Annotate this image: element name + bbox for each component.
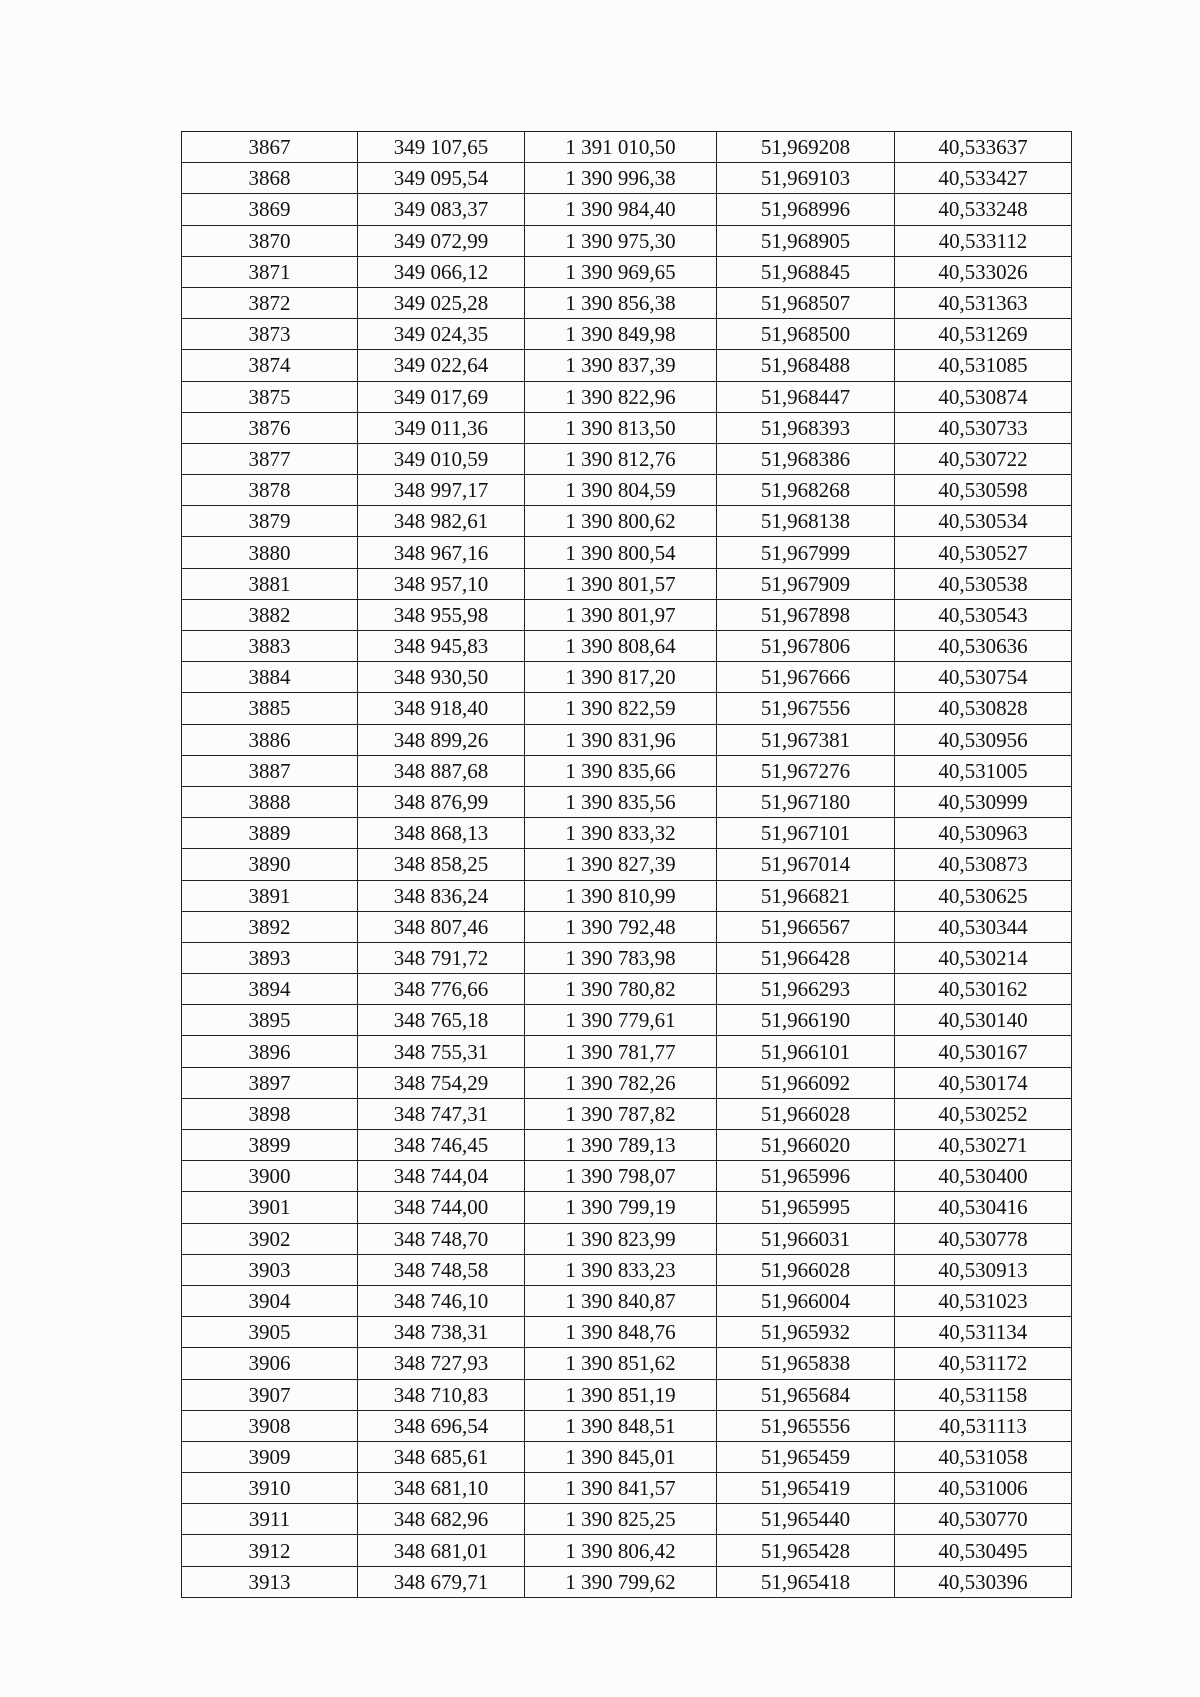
y-coordinate-cell: 1 390 808,64 xyxy=(525,631,717,662)
y-coordinate-cell: 1 390 787,82 xyxy=(525,1098,717,1129)
latitude-cell: 51,968447 xyxy=(717,381,895,412)
point-number-cell: 3906 xyxy=(182,1348,358,1379)
y-coordinate-cell: 1 390 831,96 xyxy=(525,724,717,755)
table-row xyxy=(182,1161,1072,1192)
table-row xyxy=(182,1566,1072,1597)
table-row xyxy=(182,911,1072,942)
y-coordinate-cell: 1 390 783,98 xyxy=(525,942,717,973)
latitude-cell: 51,966567 xyxy=(717,911,895,942)
x-coordinate-cell: 348 682,96 xyxy=(358,1504,525,1535)
table-row xyxy=(182,724,1072,755)
point-number-cell: 3911 xyxy=(182,1504,358,1535)
y-coordinate-cell: 1 390 792,48 xyxy=(525,911,717,942)
table-row xyxy=(182,693,1072,724)
longitude-cell: 40,533112 xyxy=(895,225,1072,256)
coordinates-table xyxy=(181,131,1072,1598)
point-number-cell: 3894 xyxy=(182,974,358,1005)
longitude-cell: 40,531006 xyxy=(895,1473,1072,1504)
y-coordinate-cell: 1 390 835,66 xyxy=(525,755,717,786)
y-coordinate-cell: 1 390 840,87 xyxy=(525,1285,717,1316)
latitude-cell: 51,966428 xyxy=(717,942,895,973)
point-number-cell: 3895 xyxy=(182,1005,358,1036)
longitude-cell: 40,533427 xyxy=(895,163,1072,194)
y-coordinate-cell: 1 391 010,50 xyxy=(525,132,717,163)
latitude-cell: 51,967806 xyxy=(717,631,895,662)
table-row xyxy=(182,506,1072,537)
latitude-cell: 51,967014 xyxy=(717,849,895,880)
y-coordinate-cell: 1 390 984,40 xyxy=(525,194,717,225)
x-coordinate-cell: 348 746,10 xyxy=(358,1285,525,1316)
y-coordinate-cell: 1 390 975,30 xyxy=(525,225,717,256)
point-number-cell: 3871 xyxy=(182,256,358,287)
point-number-cell: 3891 xyxy=(182,880,358,911)
longitude-cell: 40,530538 xyxy=(895,568,1072,599)
latitude-cell: 51,966821 xyxy=(717,880,895,911)
table-row xyxy=(182,880,1072,911)
table-row xyxy=(182,1067,1072,1098)
y-coordinate-cell: 1 390 789,13 xyxy=(525,1130,717,1161)
longitude-cell: 40,530598 xyxy=(895,475,1072,506)
x-coordinate-cell: 348 748,70 xyxy=(358,1223,525,1254)
x-coordinate-cell: 349 066,12 xyxy=(358,256,525,287)
latitude-cell: 51,969103 xyxy=(717,163,895,194)
latitude-cell: 51,967666 xyxy=(717,662,895,693)
latitude-cell: 51,965459 xyxy=(717,1441,895,1472)
y-coordinate-cell: 1 390 969,65 xyxy=(525,256,717,287)
coordinates-table-body xyxy=(182,132,1072,1598)
longitude-cell: 40,530999 xyxy=(895,786,1072,817)
latitude-cell: 51,967898 xyxy=(717,599,895,630)
latitude-cell: 51,968507 xyxy=(717,287,895,318)
latitude-cell: 51,968845 xyxy=(717,256,895,287)
x-coordinate-cell: 349 024,35 xyxy=(358,319,525,350)
point-number-cell: 3905 xyxy=(182,1317,358,1348)
x-coordinate-cell: 348 679,71 xyxy=(358,1566,525,1597)
table-row xyxy=(182,662,1072,693)
latitude-cell: 51,966004 xyxy=(717,1285,895,1316)
longitude-cell: 40,530534 xyxy=(895,506,1072,537)
table-row xyxy=(182,1348,1072,1379)
x-coordinate-cell: 348 710,83 xyxy=(358,1379,525,1410)
point-number-cell: 3890 xyxy=(182,849,358,880)
x-coordinate-cell: 348 744,00 xyxy=(358,1192,525,1223)
longitude-cell: 40,530873 xyxy=(895,849,1072,880)
longitude-cell: 40,533248 xyxy=(895,194,1072,225)
table-row xyxy=(182,537,1072,568)
y-coordinate-cell: 1 390 812,76 xyxy=(525,443,717,474)
longitude-cell: 40,530543 xyxy=(895,599,1072,630)
longitude-cell: 40,530252 xyxy=(895,1098,1072,1129)
x-coordinate-cell: 348 746,45 xyxy=(358,1130,525,1161)
table-row xyxy=(182,287,1072,318)
point-number-cell: 3877 xyxy=(182,443,358,474)
latitude-cell: 51,967276 xyxy=(717,755,895,786)
longitude-cell: 40,531158 xyxy=(895,1379,1072,1410)
point-number-cell: 3873 xyxy=(182,319,358,350)
y-coordinate-cell: 1 390 780,82 xyxy=(525,974,717,1005)
point-number-cell: 3878 xyxy=(182,475,358,506)
x-coordinate-cell: 348 755,31 xyxy=(358,1036,525,1067)
longitude-cell: 40,530874 xyxy=(895,381,1072,412)
y-coordinate-cell: 1 390 799,62 xyxy=(525,1566,717,1597)
y-coordinate-cell: 1 390 849,98 xyxy=(525,319,717,350)
x-coordinate-cell: 348 955,98 xyxy=(358,599,525,630)
longitude-cell: 40,531134 xyxy=(895,1317,1072,1348)
longitude-cell: 40,530167 xyxy=(895,1036,1072,1067)
x-coordinate-cell: 349 017,69 xyxy=(358,381,525,412)
point-number-cell: 3881 xyxy=(182,568,358,599)
y-coordinate-cell: 1 390 833,32 xyxy=(525,818,717,849)
latitude-cell: 51,966028 xyxy=(717,1254,895,1285)
table-row xyxy=(182,1535,1072,1566)
point-number-cell: 3913 xyxy=(182,1566,358,1597)
point-number-cell: 3904 xyxy=(182,1285,358,1316)
point-number-cell: 3880 xyxy=(182,537,358,568)
table-row xyxy=(182,1504,1072,1535)
x-coordinate-cell: 348 765,18 xyxy=(358,1005,525,1036)
x-coordinate-cell: 349 022,64 xyxy=(358,350,525,381)
latitude-cell: 51,965932 xyxy=(717,1317,895,1348)
latitude-cell: 51,966028 xyxy=(717,1098,895,1129)
point-number-cell: 3867 xyxy=(182,132,358,163)
y-coordinate-cell: 1 390 823,99 xyxy=(525,1223,717,1254)
point-number-cell: 3898 xyxy=(182,1098,358,1129)
x-coordinate-cell: 348 696,54 xyxy=(358,1410,525,1441)
longitude-cell: 40,531172 xyxy=(895,1348,1072,1379)
table-row xyxy=(182,818,1072,849)
latitude-cell: 51,966293 xyxy=(717,974,895,1005)
longitude-cell: 40,530770 xyxy=(895,1504,1072,1535)
y-coordinate-cell: 1 390 835,56 xyxy=(525,786,717,817)
point-number-cell: 3912 xyxy=(182,1535,358,1566)
table-row xyxy=(182,1098,1072,1129)
latitude-cell: 51,966190 xyxy=(717,1005,895,1036)
longitude-cell: 40,530416 xyxy=(895,1192,1072,1223)
x-coordinate-cell: 348 681,01 xyxy=(358,1535,525,1566)
point-number-cell: 3887 xyxy=(182,755,358,786)
x-coordinate-cell: 348 744,04 xyxy=(358,1161,525,1192)
x-coordinate-cell: 348 967,16 xyxy=(358,537,525,568)
longitude-cell: 40,530963 xyxy=(895,818,1072,849)
x-coordinate-cell: 348 930,50 xyxy=(358,662,525,693)
latitude-cell: 51,969208 xyxy=(717,132,895,163)
y-coordinate-cell: 1 390 779,61 xyxy=(525,1005,717,1036)
longitude-cell: 40,530214 xyxy=(895,942,1072,973)
table-row xyxy=(182,1223,1072,1254)
table-row xyxy=(182,1036,1072,1067)
x-coordinate-cell: 348 685,61 xyxy=(358,1441,525,1472)
x-coordinate-cell: 349 095,54 xyxy=(358,163,525,194)
point-number-cell: 3903 xyxy=(182,1254,358,1285)
latitude-cell: 51,965838 xyxy=(717,1348,895,1379)
latitude-cell: 51,966020 xyxy=(717,1130,895,1161)
longitude-cell: 40,531005 xyxy=(895,755,1072,786)
longitude-cell: 40,533637 xyxy=(895,132,1072,163)
table-row xyxy=(182,381,1072,412)
point-number-cell: 3889 xyxy=(182,818,358,849)
y-coordinate-cell: 1 390 799,19 xyxy=(525,1192,717,1223)
y-coordinate-cell: 1 390 810,99 xyxy=(525,880,717,911)
y-coordinate-cell: 1 390 801,97 xyxy=(525,599,717,630)
table-row xyxy=(182,786,1072,817)
table-row xyxy=(182,755,1072,786)
point-number-cell: 3908 xyxy=(182,1410,358,1441)
longitude-cell: 40,533026 xyxy=(895,256,1072,287)
y-coordinate-cell: 1 390 781,77 xyxy=(525,1036,717,1067)
latitude-cell: 51,965996 xyxy=(717,1161,895,1192)
x-coordinate-cell: 348 791,72 xyxy=(358,942,525,973)
longitude-cell: 40,530527 xyxy=(895,537,1072,568)
longitude-cell: 40,531023 xyxy=(895,1285,1072,1316)
point-number-cell: 3874 xyxy=(182,350,358,381)
longitude-cell: 40,530174 xyxy=(895,1067,1072,1098)
longitude-cell: 40,530140 xyxy=(895,1005,1072,1036)
x-coordinate-cell: 348 997,17 xyxy=(358,475,525,506)
y-coordinate-cell: 1 390 996,38 xyxy=(525,163,717,194)
longitude-cell: 40,531269 xyxy=(895,319,1072,350)
latitude-cell: 51,966092 xyxy=(717,1067,895,1098)
latitude-cell: 51,965428 xyxy=(717,1535,895,1566)
table-row xyxy=(182,350,1072,381)
point-number-cell: 3868 xyxy=(182,163,358,194)
latitude-cell: 51,965440 xyxy=(717,1504,895,1535)
x-coordinate-cell: 348 876,99 xyxy=(358,786,525,817)
y-coordinate-cell: 1 390 822,96 xyxy=(525,381,717,412)
point-number-cell: 3872 xyxy=(182,287,358,318)
latitude-cell: 51,968268 xyxy=(717,475,895,506)
y-coordinate-cell: 1 390 817,20 xyxy=(525,662,717,693)
longitude-cell: 40,530778 xyxy=(895,1223,1072,1254)
point-number-cell: 3869 xyxy=(182,194,358,225)
x-coordinate-cell: 348 836,24 xyxy=(358,880,525,911)
longitude-cell: 40,530636 xyxy=(895,631,1072,662)
table-row xyxy=(182,631,1072,662)
latitude-cell: 51,968138 xyxy=(717,506,895,537)
x-coordinate-cell: 348 727,93 xyxy=(358,1348,525,1379)
y-coordinate-cell: 1 390 837,39 xyxy=(525,350,717,381)
longitude-cell: 40,530625 xyxy=(895,880,1072,911)
latitude-cell: 51,965418 xyxy=(717,1566,895,1597)
point-number-cell: 3893 xyxy=(182,942,358,973)
latitude-cell: 51,967101 xyxy=(717,818,895,849)
point-number-cell: 3897 xyxy=(182,1067,358,1098)
latitude-cell: 51,967909 xyxy=(717,568,895,599)
y-coordinate-cell: 1 390 833,23 xyxy=(525,1254,717,1285)
table-row xyxy=(182,1379,1072,1410)
point-number-cell: 3886 xyxy=(182,724,358,755)
x-coordinate-cell: 349 025,28 xyxy=(358,287,525,318)
point-number-cell: 3892 xyxy=(182,911,358,942)
point-number-cell: 3879 xyxy=(182,506,358,537)
x-coordinate-cell: 348 887,68 xyxy=(358,755,525,786)
longitude-cell: 40,530913 xyxy=(895,1254,1072,1285)
point-number-cell: 3870 xyxy=(182,225,358,256)
longitude-cell: 40,530396 xyxy=(895,1566,1072,1597)
table-row xyxy=(182,412,1072,443)
latitude-cell: 51,968500 xyxy=(717,319,895,350)
x-coordinate-cell: 348 899,26 xyxy=(358,724,525,755)
x-coordinate-cell: 348 868,13 xyxy=(358,818,525,849)
table-row xyxy=(182,599,1072,630)
table-row xyxy=(182,1410,1072,1441)
x-coordinate-cell: 348 738,31 xyxy=(358,1317,525,1348)
longitude-cell: 40,530828 xyxy=(895,693,1072,724)
point-number-cell: 3882 xyxy=(182,599,358,630)
point-number-cell: 3876 xyxy=(182,412,358,443)
latitude-cell: 51,968905 xyxy=(717,225,895,256)
x-coordinate-cell: 348 982,61 xyxy=(358,506,525,537)
longitude-cell: 40,530956 xyxy=(895,724,1072,755)
longitude-cell: 40,530344 xyxy=(895,911,1072,942)
latitude-cell: 51,968386 xyxy=(717,443,895,474)
latitude-cell: 51,967556 xyxy=(717,693,895,724)
y-coordinate-cell: 1 390 804,59 xyxy=(525,475,717,506)
longitude-cell: 40,531085 xyxy=(895,350,1072,381)
point-number-cell: 3907 xyxy=(182,1379,358,1410)
y-coordinate-cell: 1 390 798,07 xyxy=(525,1161,717,1192)
latitude-cell: 51,967180 xyxy=(717,786,895,817)
latitude-cell: 51,968996 xyxy=(717,194,895,225)
point-number-cell: 3900 xyxy=(182,1161,358,1192)
latitude-cell: 51,968393 xyxy=(717,412,895,443)
x-coordinate-cell: 348 807,46 xyxy=(358,911,525,942)
point-number-cell: 3902 xyxy=(182,1223,358,1254)
longitude-cell: 40,530722 xyxy=(895,443,1072,474)
table-row xyxy=(182,1254,1072,1285)
x-coordinate-cell: 349 072,99 xyxy=(358,225,525,256)
latitude-cell: 51,965995 xyxy=(717,1192,895,1223)
y-coordinate-cell: 1 390 827,39 xyxy=(525,849,717,880)
table-row xyxy=(182,475,1072,506)
latitude-cell: 51,967999 xyxy=(717,537,895,568)
longitude-cell: 40,530271 xyxy=(895,1130,1072,1161)
latitude-cell: 51,965684 xyxy=(717,1379,895,1410)
table-row xyxy=(182,132,1072,163)
latitude-cell: 51,967381 xyxy=(717,724,895,755)
longitude-cell: 40,530400 xyxy=(895,1161,1072,1192)
y-coordinate-cell: 1 390 848,76 xyxy=(525,1317,717,1348)
x-coordinate-cell: 349 010,59 xyxy=(358,443,525,474)
point-number-cell: 3899 xyxy=(182,1130,358,1161)
point-number-cell: 3885 xyxy=(182,693,358,724)
table-row xyxy=(182,1130,1072,1161)
table-row xyxy=(182,1192,1072,1223)
table-row xyxy=(182,225,1072,256)
y-coordinate-cell: 1 390 813,50 xyxy=(525,412,717,443)
point-number-cell: 3896 xyxy=(182,1036,358,1067)
y-coordinate-cell: 1 390 848,51 xyxy=(525,1410,717,1441)
latitude-cell: 51,966031 xyxy=(717,1223,895,1254)
longitude-cell: 40,530733 xyxy=(895,412,1072,443)
latitude-cell: 51,968488 xyxy=(717,350,895,381)
x-coordinate-cell: 349 083,37 xyxy=(358,194,525,225)
table-row xyxy=(182,319,1072,350)
point-number-cell: 3901 xyxy=(182,1192,358,1223)
point-number-cell: 3875 xyxy=(182,381,358,412)
point-number-cell: 3910 xyxy=(182,1473,358,1504)
x-coordinate-cell: 348 754,29 xyxy=(358,1067,525,1098)
table-row xyxy=(182,849,1072,880)
x-coordinate-cell: 348 945,83 xyxy=(358,631,525,662)
y-coordinate-cell: 1 390 801,57 xyxy=(525,568,717,599)
x-coordinate-cell: 349 107,65 xyxy=(358,132,525,163)
y-coordinate-cell: 1 390 851,62 xyxy=(525,1348,717,1379)
x-coordinate-cell: 348 858,25 xyxy=(358,849,525,880)
longitude-cell: 40,531058 xyxy=(895,1441,1072,1472)
table-row xyxy=(182,1005,1072,1036)
x-coordinate-cell: 348 748,58 xyxy=(358,1254,525,1285)
latitude-cell: 51,965419 xyxy=(717,1473,895,1504)
point-number-cell: 3888 xyxy=(182,786,358,817)
table-row xyxy=(182,942,1072,973)
y-coordinate-cell: 1 390 800,54 xyxy=(525,537,717,568)
table-row xyxy=(182,194,1072,225)
point-number-cell: 3883 xyxy=(182,631,358,662)
point-number-cell: 3884 xyxy=(182,662,358,693)
x-coordinate-cell: 349 011,36 xyxy=(358,412,525,443)
x-coordinate-cell: 348 681,10 xyxy=(358,1473,525,1504)
table-row xyxy=(182,568,1072,599)
y-coordinate-cell: 1 390 822,59 xyxy=(525,693,717,724)
table-row xyxy=(182,163,1072,194)
longitude-cell: 40,530754 xyxy=(895,662,1072,693)
y-coordinate-cell: 1 390 845,01 xyxy=(525,1441,717,1472)
longitude-cell: 40,531113 xyxy=(895,1410,1072,1441)
table-row xyxy=(182,974,1072,1005)
latitude-cell: 51,965556 xyxy=(717,1410,895,1441)
table-row xyxy=(182,1473,1072,1504)
point-number-cell: 3909 xyxy=(182,1441,358,1472)
x-coordinate-cell: 348 776,66 xyxy=(358,974,525,1005)
x-coordinate-cell: 348 957,10 xyxy=(358,568,525,599)
longitude-cell: 40,530162 xyxy=(895,974,1072,1005)
x-coordinate-cell: 348 918,40 xyxy=(358,693,525,724)
y-coordinate-cell: 1 390 856,38 xyxy=(525,287,717,318)
table-row xyxy=(182,1317,1072,1348)
y-coordinate-cell: 1 390 800,62 xyxy=(525,506,717,537)
longitude-cell: 40,531363 xyxy=(895,287,1072,318)
table-row xyxy=(182,1285,1072,1316)
x-coordinate-cell: 348 747,31 xyxy=(358,1098,525,1129)
y-coordinate-cell: 1 390 841,57 xyxy=(525,1473,717,1504)
latitude-cell: 51,966101 xyxy=(717,1036,895,1067)
y-coordinate-cell: 1 390 806,42 xyxy=(525,1535,717,1566)
table-row xyxy=(182,443,1072,474)
y-coordinate-cell: 1 390 851,19 xyxy=(525,1379,717,1410)
table-row xyxy=(182,1441,1072,1472)
y-coordinate-cell: 1 390 825,25 xyxy=(525,1504,717,1535)
longitude-cell: 40,530495 xyxy=(895,1535,1072,1566)
table-row xyxy=(182,256,1072,287)
y-coordinate-cell: 1 390 782,26 xyxy=(525,1067,717,1098)
